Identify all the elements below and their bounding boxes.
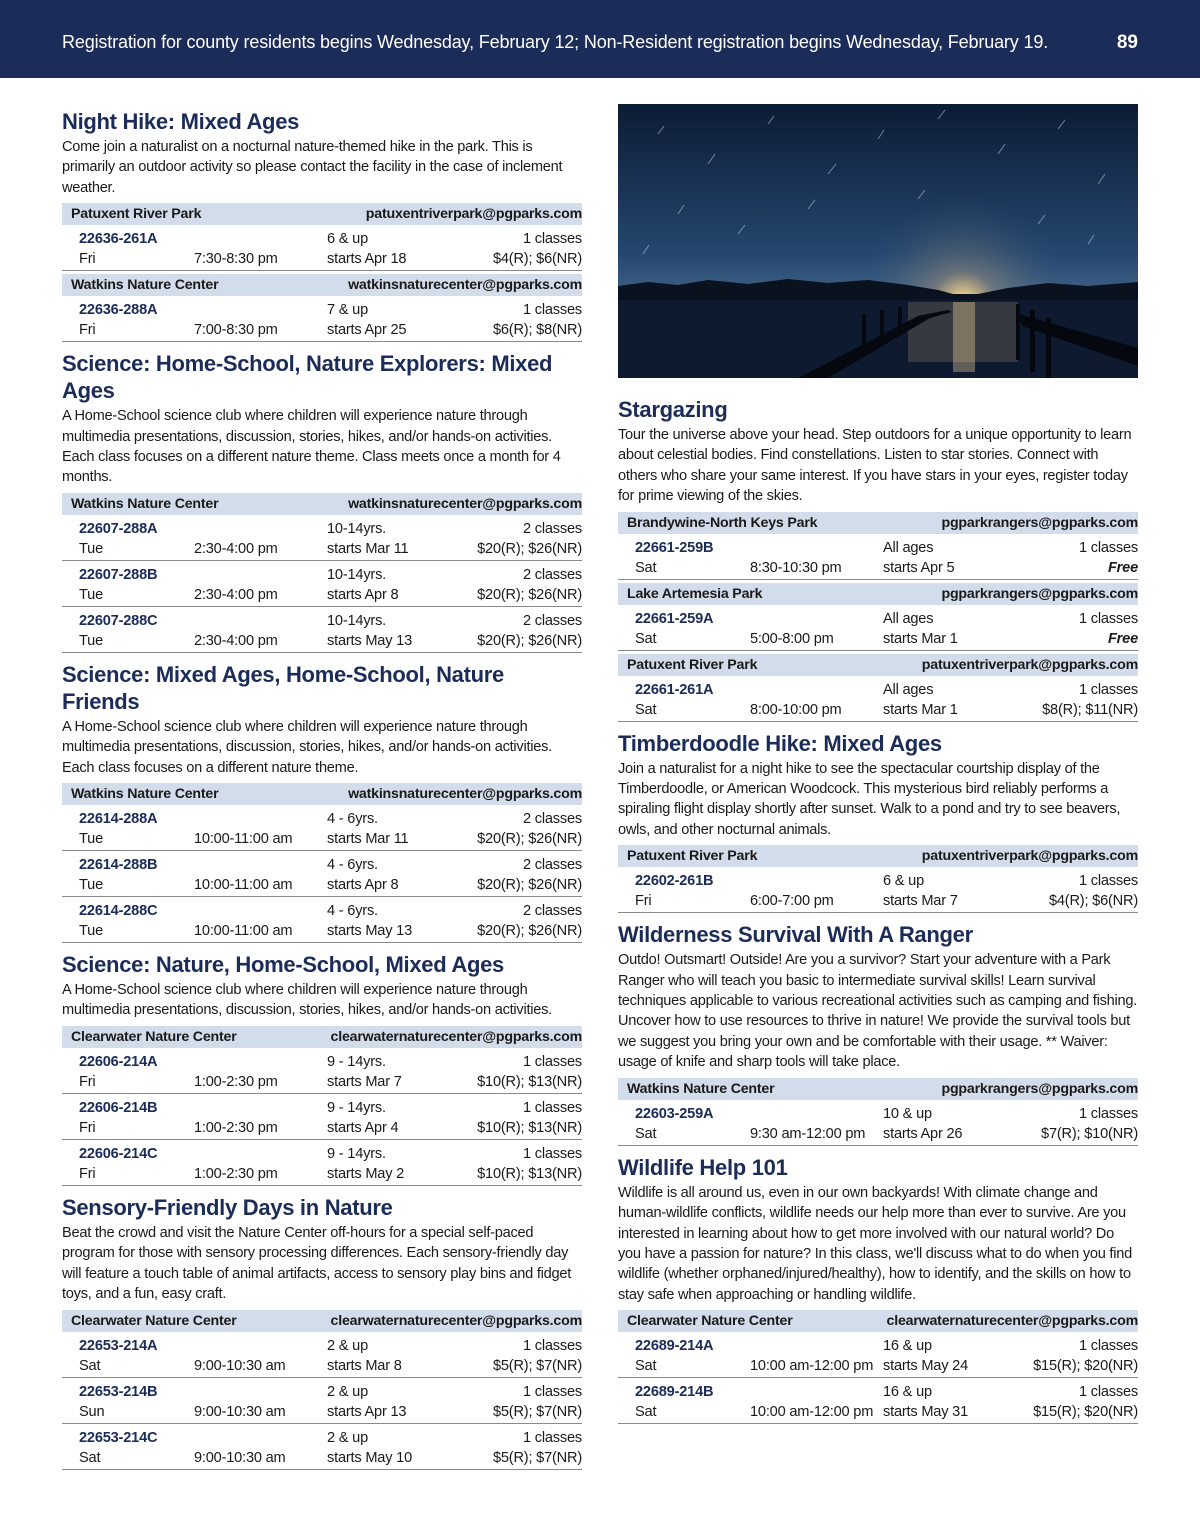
class-code: 22689-214A [635,1338,714,1355]
class-start: starts Apr 13 [327,1403,407,1420]
class-time: 9:00-10:30 am [194,1403,286,1420]
location-bar [618,1078,1138,1100]
location-bar [618,845,1138,867]
course-title: Science: Home-School, Nature Explorers: Mixed Ages [62,351,553,404]
class-age: 6 & up [883,873,924,890]
class-start: starts May 24 [883,1358,968,1375]
class-fee: $4(R); $6(NR) [492,251,582,268]
class-fee: $7(R); $10(NR) [1041,1125,1138,1142]
class-row [62,1094,582,1140]
class-row [62,1140,582,1186]
class-code: 22653-214C [79,1429,158,1446]
class-count: 1 classes [1078,873,1138,890]
class-fee: $5(R); $7(NR) [492,1403,582,1420]
class-age: 9 - 14yrs. [327,1053,386,1070]
location-email[interactable]: patuxentriverpark@pgparks.com [921,848,1138,865]
class-age: 9 - 14yrs. [327,1099,386,1116]
class-fee: $10(R); $13(NR) [477,1119,582,1136]
class-start: starts Mar 11 [327,831,409,848]
class-time: 5:00-8:00 pm [750,630,834,647]
class-count: 2 classes [522,520,582,537]
location-bar [62,203,582,225]
location-email[interactable]: watkinsnaturecenter@pgparks.com [348,495,582,512]
class-count: 2 classes [522,612,582,629]
course-section [62,350,582,653]
class-row [62,225,582,271]
course-description: Outdo! Outsmart! Outside! Are you a survivor? Start your adventure with a Park Ranger who will teach you basic to intermediate survival skills! Learn survival techniques applicable to various recreational activities such as camping and fishing. Uncover how to use resources to thrive in nature! We provide the survival tools but we suggest you bring your own and be comfortable with their usage. ** Waiver: usage of knife and sharp tools will take place. [618,952,1138,1071]
course-title: Timberdoodle Hike: Mixed Ages [618,730,942,756]
class-day: Tue [79,877,104,894]
class-age: 2 & up [327,1337,368,1354]
class-row [618,867,1138,913]
class-code: 22607-288A [79,520,158,537]
class-fee: $10(R); $13(NR) [477,1165,582,1182]
class-row [62,1048,582,1094]
class-age: 10-14yrs. [327,612,387,629]
location-email[interactable]: watkinsnaturecenter@pgparks.com [348,786,582,803]
location-bar [62,493,582,515]
class-age: All ages [883,610,934,627]
class-day: Sat [79,1449,101,1466]
class-code: 22607-288C [79,612,158,629]
course-description: A Home-School science club where children will experience nature through multimedia presentations, discussion, stories, hikes, and/or hands-on activities. [62,982,552,1019]
course-title: Night Hike: Mixed Ages [62,109,300,134]
class-row [618,605,1138,651]
class-code: 22614-288C [79,903,158,920]
location-name: Patuxent River Park [627,848,758,865]
class-start: starts May 13 [327,923,412,940]
class-time: 6:00-7:00 pm [750,893,834,910]
class-count: 1 classes [522,1099,582,1116]
class-code: 22653-214B [79,1383,158,1400]
class-start: starts May 31 [883,1404,968,1421]
class-time: 2:30-4:00 pm [194,632,278,649]
location-email[interactable]: clearwaternaturecenter@pgparks.com [330,1312,582,1329]
location-name: Brandywine-North Keys Park [627,514,818,531]
class-day: Tue [79,540,104,557]
class-day: Fri [79,251,96,268]
course-section [618,730,1138,914]
class-code: 22653-214A [79,1337,158,1354]
class-age: 7 & up [327,302,368,319]
location-email[interactable]: pgparkrangers@pgparks.com [941,585,1138,602]
class-count: 1 classes [1078,610,1138,627]
course-description: Join a naturalist for a night hike to see the spectacular courtship display of the Timberdoodle, or American Woodcock. This mysterious bird reliably performs a spiraling flight display shortly after sunset. Walk to a pond and try to see beavers, owls, and other nocturnal animals. [618,760,1121,838]
class-count: 1 classes [1078,539,1138,556]
class-code: 22661-259A [635,610,714,627]
class-fee: $6(R); $8(NR) [492,322,582,339]
class-start: starts Mar 1 [883,630,958,647]
class-fee: $20(R); $26(NR) [477,540,582,557]
class-day: Fri [79,322,96,339]
class-row [62,561,582,607]
class-time: 10:00-11:00 am [194,877,293,894]
class-time: 9:30 am-12:00 pm [750,1125,866,1142]
class-code: 22603-259A [635,1105,714,1122]
class-code: 22636-288A [79,302,158,319]
class-count: 2 classes [522,857,582,874]
class-age: 2 & up [327,1429,368,1446]
class-start: starts Apr 26 [883,1125,963,1142]
class-start: starts May 2 [327,1165,405,1182]
location-name: Clearwater Nature Center [71,1312,237,1329]
class-age: 4 - 6yrs. [327,903,378,920]
location-name: Clearwater Nature Center [627,1313,793,1330]
class-fee: Free [1107,559,1138,576]
class-day: Fri [79,1165,96,1182]
course-description: A Home-School science club where children will experience nature through multimedia presentations, discussion, stories, hikes, and/or hands-on activities. Each class focuses on a different nature theme. [62,718,552,776]
class-age: 2 & up [327,1383,368,1400]
class-fee: $20(R); $26(NR) [477,831,582,848]
class-code: 22606-214C [79,1145,158,1162]
course-title: Science: Nature, Home-School, Mixed Ages [62,952,504,978]
class-start: starts May 10 [327,1449,412,1466]
class-fee: $20(R); $26(NR) [477,923,582,940]
class-age: 4 - 6yrs. [327,811,378,828]
location-name: Watkins Nature Center [71,786,219,803]
class-start: starts Mar 7 [883,893,958,910]
location-email[interactable]: clearwaternaturecenter@pgparks.com [330,1028,582,1045]
class-count: 1 classes [522,231,582,248]
course-section [618,1154,1138,1424]
class-row [618,676,1138,722]
class-day: Sat [635,701,657,718]
class-count: 1 classes [522,1383,582,1400]
class-row [62,1378,582,1424]
course-description: Beat the crowd and visit the Nature Center off-hours for a special self-paced program for those with sensory processing differences. Each sensory-friendly day will feature a touch table of animal artifacts, access to sensory play bins and fidget toys, and a fun, easy craft. [62,1224,572,1303]
class-time: 10:00-11:00 am [194,831,293,848]
location-name: Watkins Nature Center [71,277,219,294]
class-start: starts Mar 7 [327,1073,402,1090]
class-code: 22614-288A [79,811,158,828]
location-bar [62,1026,582,1048]
class-fee: $8(R); $11(NR) [1042,701,1138,718]
class-code: 22636-261A [79,231,158,248]
class-time: 10:00-11:00 am [194,923,293,940]
class-start: starts Apr 8 [327,877,399,894]
class-day: Fri [79,1119,96,1136]
course-description: Wildlife is all around us, even in our own backyards! With climate change and human-wildlife conflicts, wildlife needs our help more than ever to survive. Are you interested in learning about how to get more involved with our natural world? Do you have a passion for nature? In this class, we'll discuss what to do when you find wildlife (whether orphaned/injured/healthy), how to identify, and the skills on how to stay safe when approaching or handling wildlife. [618,1184,1132,1303]
location-name: Watkins Nature Center [627,1080,775,1097]
location-name: Lake Artemesia Park [627,585,763,602]
course-title: Sensory-Friendly Days in Nature [62,1194,393,1220]
class-fee: $15(R); $20(NR) [1033,1358,1138,1375]
class-count: 1 classes [522,1429,582,1446]
right-column [618,104,1138,1432]
class-code: 22614-288B [79,857,158,874]
class-row [62,1424,582,1470]
location-bar [62,274,582,296]
class-row [62,897,582,943]
class-age: 4 - 6yrs. [327,857,378,874]
class-age: 16 & up [883,1338,932,1355]
class-time: 8:30-10:30 pm [750,559,842,576]
class-start: starts Mar 1 [883,701,958,718]
registration-note: Registration for county residents begins Wednesday, February 12; Non-Resident registration begins Wednesday, February 19. [62,32,1049,52]
class-start: starts Apr 18 [327,251,407,268]
night-lake-dock-photo [618,104,1138,378]
class-row [62,607,582,653]
course-description: Come join a naturalist on a nocturnal nature-themed hike in the park. This is primarily an outdoor activity so please contact the facility in the case of inclement weather. [62,139,563,196]
class-fee: $10(R); $13(NR) [477,1073,582,1090]
class-start: starts Mar 8 [327,1357,402,1374]
class-time: 10:00 am-12:00 pm [750,1404,874,1421]
class-day: Fri [79,1073,96,1090]
course-section [62,951,582,1186]
class-start: starts Apr 8 [327,586,399,603]
location-email[interactable]: clearwaternaturecenter@pgparks.com [886,1313,1138,1330]
location-email[interactable]: watkinsnaturecenter@pgparks.com [348,277,582,294]
class-row [618,534,1138,580]
class-count: 1 classes [522,1145,582,1162]
class-day: Tue [79,831,104,848]
location-bar [62,783,582,805]
class-time: 7:30-8:30 pm [194,251,278,268]
left-column [62,108,582,1478]
class-count: 1 classes [522,1053,582,1070]
class-day: Sat [635,630,657,647]
class-code: 22607-288B [79,566,158,583]
class-time: 1:00-2:30 pm [194,1119,278,1136]
class-row [618,1100,1138,1146]
course-section [62,661,582,943]
class-age: All ages [883,539,934,556]
class-day: Tue [79,632,104,649]
class-fee: $20(R); $26(NR) [477,632,582,649]
class-time: 7:00-8:30 pm [194,322,278,339]
class-count: 2 classes [522,811,582,828]
course-section [62,108,582,342]
class-code: 22606-214A [79,1053,158,1070]
class-time: 2:30-4:00 pm [194,586,278,603]
class-row [62,1332,582,1378]
location-email[interactable]: patuxentriverpark@pgparks.com [921,656,1138,673]
class-day: Sat [635,559,657,576]
class-count: 1 classes [1078,1105,1138,1122]
page-number: 89 [1116,32,1138,53]
course-title: Science: Mixed Ages, Home-School, Nature Friends [62,661,504,714]
course-title: Wildlife Help 101 [618,1154,788,1180]
class-time: 1:00-2:30 pm [194,1073,278,1090]
class-day: Sun [79,1403,105,1420]
class-age: 6 & up [327,231,368,248]
class-day: Sat [635,1404,657,1421]
class-time: 8:00-10:00 pm [750,701,842,718]
class-time: 1:00-2:30 pm [194,1165,278,1182]
class-time: 9:00-10:30 am [194,1357,286,1374]
course-description: A Home-School science club where children will experience nature through multimedia presentations, discussion, stories, hikes, and/or hands-on activities. Each class focuses on a different nature theme. Class meets once a month for 4 months. [62,408,561,486]
course-title: Wilderness Survival With A Ranger [618,922,973,948]
class-day: Tue [79,586,104,603]
class-start: starts Apr 25 [327,322,407,339]
class-start: starts Mar 11 [327,540,409,557]
class-age: 9 - 14yrs. [327,1145,386,1162]
class-age: 10-14yrs. [327,566,387,583]
class-row [618,1378,1138,1424]
location-bar [618,512,1138,534]
class-age: All ages [883,681,934,698]
class-count: 1 classes [522,302,582,319]
class-row [62,296,582,342]
course-section [618,396,1138,722]
class-day: Fri [635,893,652,910]
class-time: 2:30-4:00 pm [194,540,278,557]
course-title: Stargazing [618,397,728,422]
class-fee: $20(R); $26(NR) [477,586,582,603]
class-row [618,1332,1138,1378]
class-code: 22602-261B [635,873,714,890]
location-bar [618,654,1138,676]
class-day: Sat [635,1125,657,1142]
class-count: 2 classes [522,903,582,920]
course-description: Tour the universe above your head. Step outdoors for a unique opportunity to learn about celestial bodies. Find constellations. Listen to star stories. Connect with others who share your same interest. If you have stars in your eyes, register today for prime viewing of the skies. [618,427,1132,505]
class-code: 22689-214B [635,1384,714,1401]
course-section [62,1194,582,1470]
class-day: Sat [79,1357,101,1374]
location-email[interactable]: pgparkrangers@pgparks.com [941,1080,1138,1097]
class-count: 1 classes [1078,1338,1138,1355]
location-name: Patuxent River Park [71,206,202,223]
class-time: 10:00 am-12:00 pm [750,1358,874,1375]
class-row [62,515,582,561]
class-fee: Free [1107,630,1138,647]
class-count: 1 classes [522,1337,582,1354]
class-age: 10-14yrs. [327,520,387,537]
class-fee: $15(R); $20(NR) [1033,1404,1138,1421]
location-bar [618,583,1138,605]
class-code: 22661-259B [635,539,714,556]
class-start: starts Apr 4 [327,1119,399,1136]
class-count: 1 classes [1078,681,1138,698]
class-row [62,851,582,897]
class-time: 9:00-10:30 am [194,1449,286,1466]
location-name: Patuxent River Park [627,656,758,673]
class-count: 2 classes [522,566,582,583]
class-start: starts May 13 [327,632,412,649]
class-row [62,805,582,851]
class-code: 22661-261A [635,681,714,698]
location-bar [618,1310,1138,1332]
page-header [0,0,1200,78]
class-age: 10 & up [883,1105,932,1122]
course-section [618,921,1138,1145]
class-code: 22606-214B [79,1099,158,1116]
class-fee: $5(R); $7(NR) [492,1357,582,1374]
location-bar [62,1310,582,1332]
class-fee: $20(R); $26(NR) [477,877,582,894]
location-name: Clearwater Nature Center [71,1028,237,1045]
class-fee: $5(R); $7(NR) [492,1449,582,1466]
location-name: Watkins Nature Center [71,495,219,512]
class-start: starts Apr 5 [883,559,955,576]
class-fee: $4(R); $6(NR) [1048,893,1138,910]
class-day: Sat [635,1358,657,1375]
class-count: 1 classes [1078,1384,1138,1401]
location-email[interactable]: pgparkrangers@pgparks.com [941,514,1138,531]
class-day: Tue [79,923,104,940]
location-email[interactable]: patuxentriverpark@pgparks.com [365,206,582,223]
class-age: 16 & up [883,1384,932,1401]
